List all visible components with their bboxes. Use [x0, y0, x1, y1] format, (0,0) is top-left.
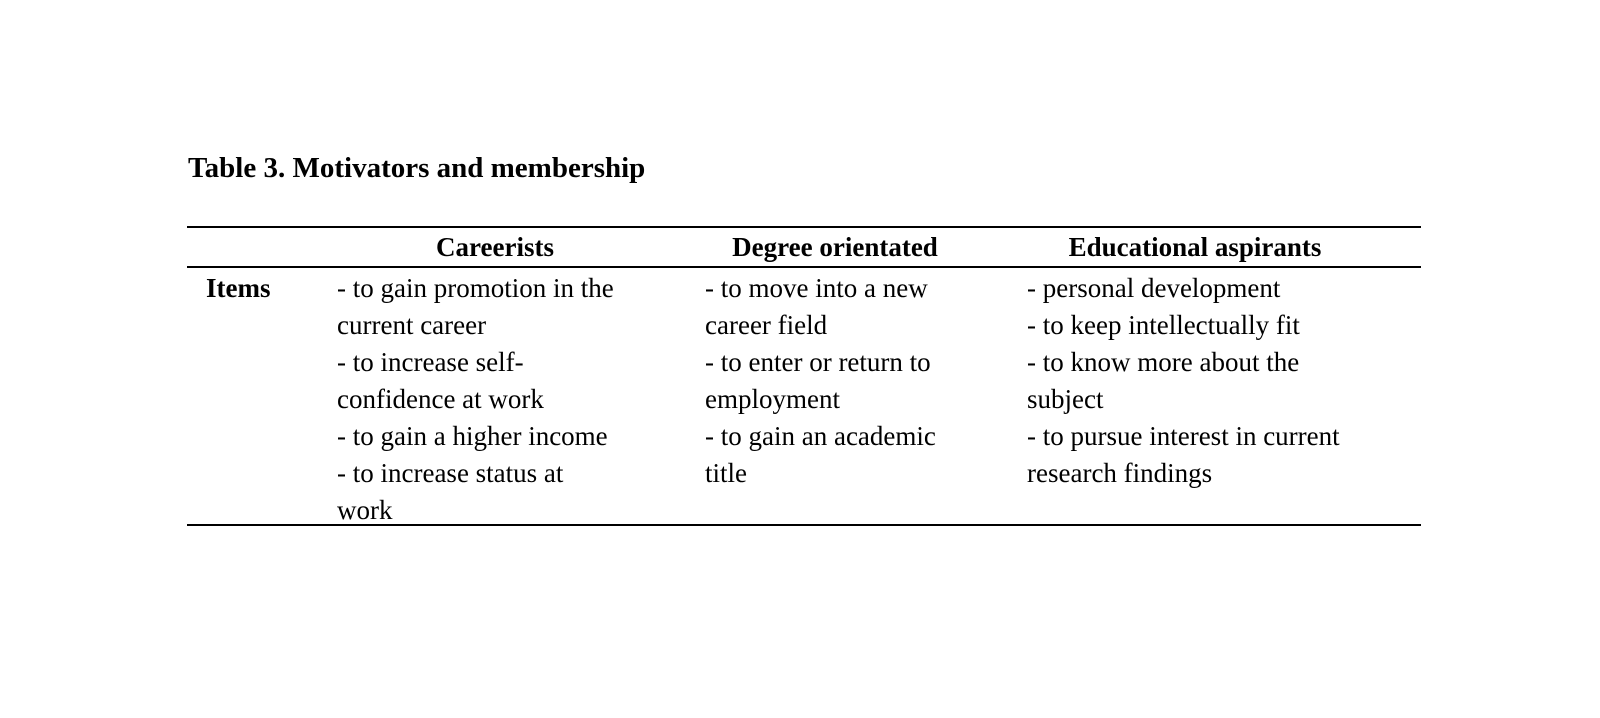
column-header-educational-aspirants: Educational aspirants	[1068, 232, 1322, 262]
table-header-row	[187, 228, 1421, 268]
cell-line: employment	[705, 384, 840, 414]
cell-line: title	[705, 458, 747, 488]
table-caption: Table 3. Motivators and membership	[188, 152, 646, 184]
cell-educational-aspirants	[1027, 270, 1417, 492]
cell-line: - to enter or return to	[705, 347, 931, 377]
cell-line: - to increase status at	[337, 458, 564, 488]
column-header-degree-orientated: Degree orientated	[732, 232, 938, 262]
row-label-items: Items	[206, 273, 271, 303]
cell-degree-orientated	[705, 270, 1005, 492]
cell-line: current career	[337, 310, 487, 340]
cell-careerists	[337, 270, 677, 529]
cell-line: - to gain promotion in the	[337, 273, 614, 303]
cell-line: - to pursue interest in current	[1027, 421, 1340, 451]
cell-line: - to know more about the	[1027, 347, 1300, 377]
table-row-items	[187, 268, 1421, 524]
cell-line: - to keep intellectually fit	[1027, 310, 1300, 340]
cell-line: - to increase self-	[337, 347, 524, 377]
cell-line: work	[337, 495, 393, 525]
cell-line: research findings	[1027, 458, 1213, 488]
motivators-table	[187, 226, 1421, 526]
cell-line: career field	[705, 310, 828, 340]
column-header-careerists: Careerists	[436, 232, 554, 262]
cell-line: subject	[1027, 384, 1104, 414]
cell-line: - personal development	[1027, 273, 1281, 303]
cell-line: - to gain a higher income	[337, 421, 608, 451]
cell-line: - to gain an academic	[705, 421, 936, 451]
cell-line: confidence at work	[337, 384, 544, 414]
cell-line: - to move into a new	[705, 273, 928, 303]
